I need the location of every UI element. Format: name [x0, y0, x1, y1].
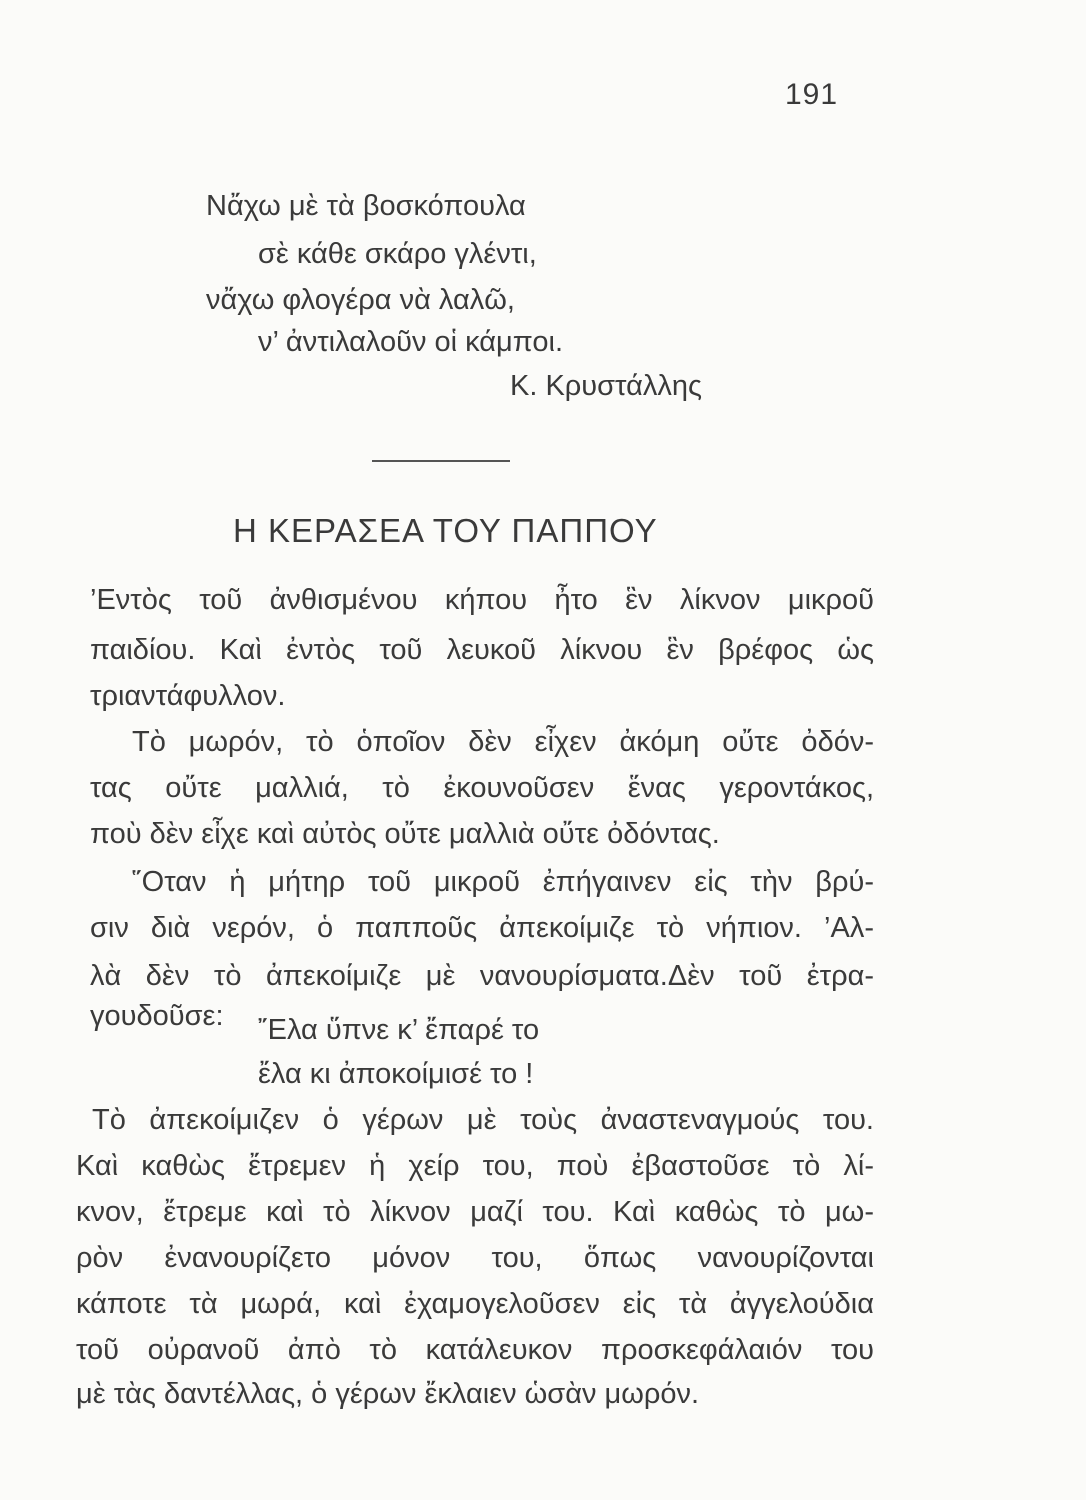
text-line: ’Εντὸς τοῦ ἀνθισμένου κήπου ἦτο ἓν λίκνον μικροῦ: [90, 584, 874, 616]
text-line: παιδίου. Καὶ ἐντὸς τοῦ λευκοῦ λίκνου ἓν βρέφος ὡς: [90, 634, 874, 666]
poem-line: νἄχω φλογέρα νὰ λαλῶ,: [206, 284, 515, 316]
page-number: 191: [785, 78, 839, 111]
text-line: Καὶ καθὼς ἔτρεμεν ἡ χείρ του, ποὺ ἐβαστοῦσε τὸ λί-: [76, 1150, 874, 1182]
text-line: Τὸ μωρόν, τὸ ὁποῖον δὲν εἶχεν ἀκόμη οὔτε ὀδόν-: [132, 726, 874, 758]
text-line: ρὸν ἐνανουρίζετο μόνον του, ὅπως νανουρίζονται: [76, 1242, 874, 1274]
text-line: τας οὔτε μαλλιά, τὸ ἐκουνοῦσεν ἕνας γεροντάκος,: [90, 772, 874, 804]
poem-line: ν’ ἀντιλαλοῦν οἱ κάμποι.: [258, 326, 563, 358]
poem-author: Κ. Κρυστάλλης: [510, 370, 702, 402]
text-line: κάποτε τὰ μωρά, καὶ ἐχαμογελοῦσεν εἰς τὰ ἀγγελούδια: [76, 1288, 874, 1320]
text-line: λὰ δὲν τὸ ἀπεκοίμιζε μὲ νανουρίσματα.Δὲν τοῦ ἐτρα-: [90, 960, 874, 992]
chant-line: ἔλα κι ἀποκοίμισέ το !: [258, 1058, 534, 1090]
text-line: σιν διὰ νερόν, ὁ παπποῦς ἀπεκοίμιζε τὸ νήπιον. ’Αλ-: [90, 912, 874, 944]
text-line: Τὸ ἀπεκοίμιζεν ὁ γέρων μὲ τοὺς ἀναστεναγμούς του.: [92, 1104, 874, 1136]
poem-line: Νἄχω μὲ τὰ βοσκόπουλα: [206, 190, 526, 222]
text-line: κνον, ἔτρεμε καὶ τὸ λίκνον μαζί του. Καὶ καθὼς τὸ μω-: [76, 1196, 874, 1228]
text-line: ῞Οταν ἡ μήτηρ τοῦ μικροῦ ἐπήγαινεν εἰς τὴν βρύ-: [132, 866, 874, 898]
text-line: μὲ τὰς δαντέλλας, ὁ γέρων ἔκλαιεν ὡσὰν μωρόν.: [76, 1378, 700, 1410]
text-line: τοῦ οὐρανοῦ ἀπὸ τὸ κατάλευκον προσκεφάλαιόν του: [76, 1334, 874, 1366]
poem-line: σὲ κάθε σκάρο γλέντι,: [258, 238, 537, 270]
chant-line: ῎Ελα ὕπνε κ’ ἔπαρέ το: [258, 1014, 540, 1046]
text-line: ποὺ δὲν εἶχε καὶ αὐτὸς οὔτε μαλλιὰ οὔτε ὀδόντας.: [90, 818, 720, 850]
story-title: Η ΚΕΡΑΣΕΑ ΤΟΥ ΠΑΠΠΟΥ: [233, 512, 658, 549]
text-line: τριαντάφυλλον.: [90, 680, 286, 712]
section-divider: [372, 460, 510, 462]
text-line: γουδοῦσε:: [90, 1000, 224, 1032]
